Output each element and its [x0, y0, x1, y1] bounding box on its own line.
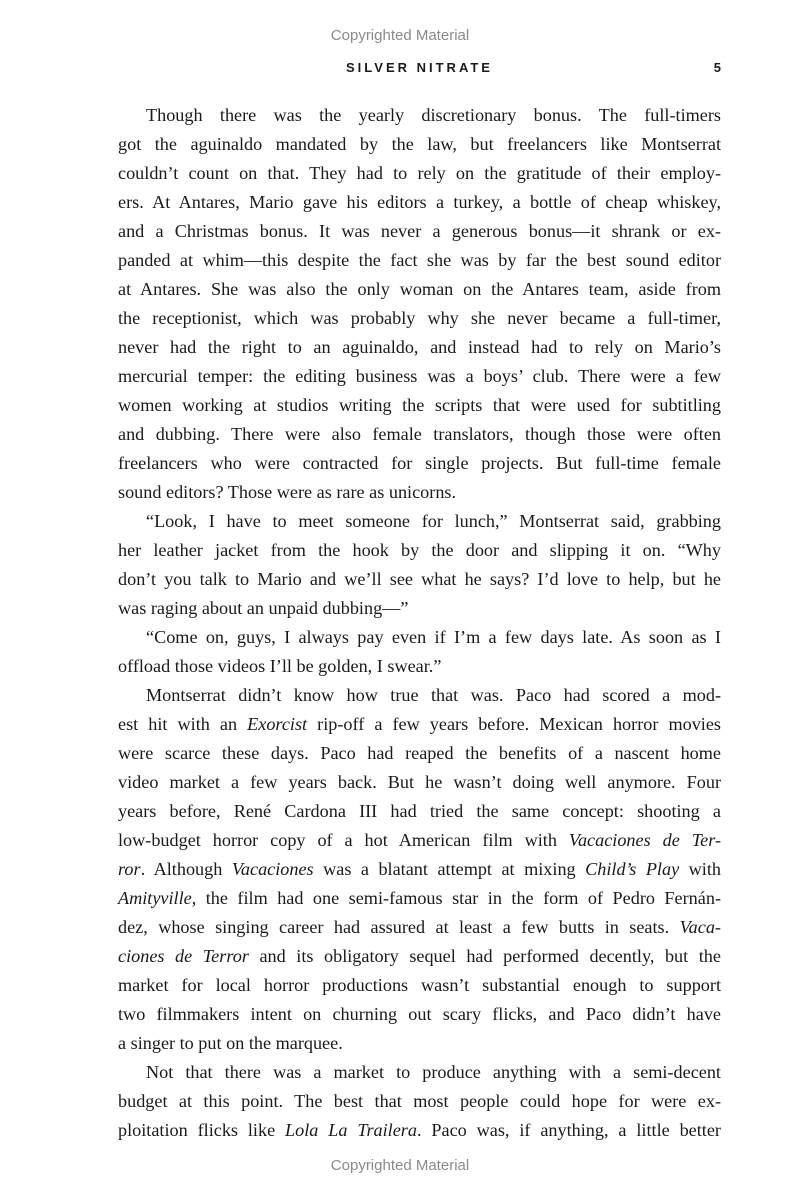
text-segment: , the film had one semi-famous star in the form of Pedro Fernán- [191, 888, 721, 908]
text-line [118, 652, 721, 681]
text-line [118, 1058, 721, 1087]
text-line [118, 681, 721, 710]
text-line [118, 449, 721, 478]
body-text [118, 101, 721, 1145]
text-segment: . Paco was, if anything, a little better [416, 1120, 721, 1140]
text-segment: rip-off a few years before. Mexican horror movies [307, 714, 721, 734]
italic-title: Child’s Play [585, 859, 680, 879]
text-line [118, 623, 721, 652]
text-line [118, 246, 721, 275]
copyright-watermark-top: Copyrighted Material [330, 27, 470, 44]
text-segment: budget at this point. The best that most people could hope for were ex- [118, 1091, 721, 1111]
text-line [118, 304, 721, 333]
text-segment: offload those videos I’ll be golden, I swear.” [118, 656, 442, 676]
text-segment: low-budget horror copy of a hot American film with [118, 830, 569, 850]
text-segment: Montserrat didn’t know how true that was. Paco had scored a mod- [146, 685, 721, 705]
text-segment: mercurial temper: the editing business was a boys’ club. There were a few [118, 366, 721, 386]
italic-title: ciones de Terror [118, 946, 249, 966]
text-segment: was a blatant attempt at mixing [313, 859, 586, 879]
text-segment: the receptionist, which was probably why she never became a full-timer, [118, 308, 721, 328]
text-line [118, 739, 721, 768]
text-segment: ploitation flicks like [118, 1120, 286, 1140]
text-segment: couldn’t count on that. They had to rely on the gratitude of their employ- [118, 163, 721, 183]
text-line [118, 913, 721, 942]
text-segment: her leather jacket from the hook by the door and slipping it on. “Why [118, 540, 721, 560]
text-line [118, 797, 721, 826]
italic-title: ror [118, 859, 141, 879]
text-line [118, 101, 721, 130]
text-line [118, 420, 721, 449]
text-segment: got the aguinaldo mandated by the law, but freelancers like Montserrat [118, 134, 721, 154]
text-line [118, 1087, 721, 1116]
text-line [118, 768, 721, 797]
text-line [118, 391, 721, 420]
italic-title: Exorcist [247, 714, 308, 734]
text-line [118, 565, 721, 594]
text-line [118, 217, 721, 246]
text-segment: a singer to put on the marquee. [118, 1033, 343, 1053]
text-line [118, 884, 721, 913]
text-segment: and dubbing. There were also female translators, though those were often [118, 424, 721, 444]
text-segment: . Although [140, 859, 232, 879]
text-line [118, 130, 721, 159]
text-segment: ers. At Antares, Mario gave his editors a turkey, a bottle of cheap whiskey, [118, 192, 721, 212]
text-line [118, 1029, 721, 1058]
text-segment: years before, René Cardona III had tried the same concept: shooting a [118, 801, 721, 821]
text-line [118, 275, 721, 304]
text-line [118, 507, 721, 536]
text-segment: with [679, 859, 721, 879]
running-header [118, 60, 721, 80]
text-line [118, 362, 721, 391]
text-line [118, 159, 721, 188]
text-segment: and its obligatory sequel had performed decently, but the [248, 946, 721, 966]
italic-title: Vacaciones de Ter- [568, 830, 721, 850]
text-segment: don’t you talk to Mario and we’ll see what he says? I’d love to help, but he [118, 569, 721, 589]
text-segment: panded at whim—this despite the fact she was by far the best sound editor [118, 250, 721, 270]
text-segment: “Come on, guys, I always pay even if I’m a few days late. As soon as I [146, 627, 721, 647]
text-segment: sound editors? Those were as rare as unicorns. [118, 482, 457, 502]
text-line [118, 826, 721, 855]
text-segment: video market a few years back. But he wasn’t doing well anymore. Four [118, 772, 721, 792]
text-line [118, 971, 721, 1000]
text-segment: est hit with an [118, 714, 248, 734]
running-title: SILVER NITRATE [346, 60, 493, 75]
text-line [118, 478, 721, 507]
italic-title: Vaca- [679, 917, 721, 937]
text-segment: Not that there was a market to produce anything with a semi-decent [146, 1062, 721, 1082]
text-segment: two filmmakers intent on churning out scary flicks, and Paco didn’t have [118, 1004, 721, 1024]
italic-title: Lola La Trailera [285, 1120, 417, 1140]
text-segment: dez, whose singing career had assured at least a few butts in seats. [118, 917, 680, 937]
copyright-watermark-bottom: Copyrighted Material [330, 1157, 470, 1174]
text-segment: was raging about an unpaid dubbing—” [118, 598, 409, 618]
text-line [118, 536, 721, 565]
text-segment: Though there was the yearly discretionary bonus. The full-timers [146, 105, 721, 125]
text-line [118, 333, 721, 362]
italic-title: Vacaciones [231, 859, 314, 879]
italic-title: Amityville [118, 888, 192, 908]
text-line [118, 942, 721, 971]
text-segment: were scarce these days. Paco had reaped the benefits of a nascent home [118, 743, 721, 763]
text-segment: market for local horror productions wasn’t substantial enough to support [118, 975, 721, 995]
text-segment: and a Christmas bonus. It was never a generous bonus—it shrank or ex- [118, 221, 721, 241]
text-segment: at Antares. She was also the only woman on the Antares team, aside from [118, 279, 721, 299]
text-segment: “Look, I have to meet someone for lunch,” Montserrat said, grabbing [146, 511, 721, 531]
text-segment: freelancers who were contracted for single projects. But full-time female [118, 453, 721, 473]
text-line [118, 710, 721, 739]
text-line [118, 1116, 721, 1145]
text-line [118, 594, 721, 623]
text-line [118, 855, 721, 884]
text-line [118, 1000, 721, 1029]
page-number: 5 [713, 60, 721, 75]
text-line [118, 188, 721, 217]
text-segment: women working at studios writing the scripts that were used for subtitling [118, 395, 721, 415]
text-segment: never had the right to an aguinaldo, and instead had to rely on Mario’s [118, 337, 721, 357]
